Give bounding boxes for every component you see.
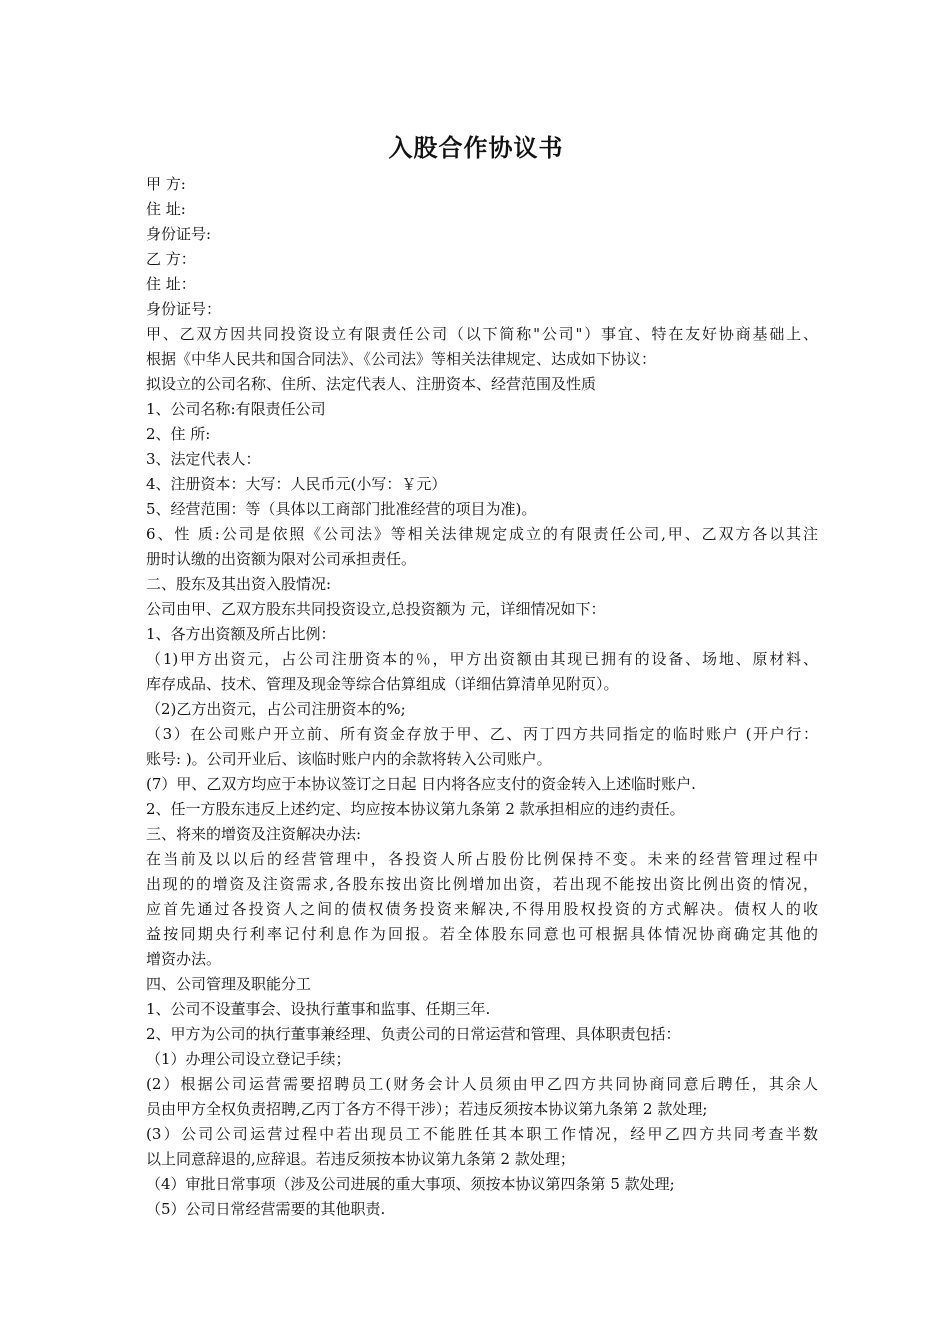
document-line: 三、将来的增资及注资解决办法: [146, 825, 362, 843]
document-line: 4、注册资本：大写：人民币元(小写：￥元） [146, 475, 447, 493]
document-line: （4）审批日常事项（涉及公司进展的重大事项、须按本协议第四条第 5 款处理; [146, 1175, 675, 1193]
document-line: 2、住 所: [146, 425, 211, 443]
document-line: （2)乙方出资元，占公司注册资本的%; [146, 700, 406, 718]
document-line: （1)甲方出资元，占公司注册资本的％，甲方出资额由其现已拥有的设备、场地、原材料、 [146, 650, 818, 668]
document-line: (2）根据公司运营需要招聘员工(财务会计人员须由甲乙四方共同协商同意后聘任，其余人 [146, 1075, 818, 1093]
document-line: 拟设立的公司名称、住所、法定代表人、注册资本、经营范围及性质 [146, 375, 597, 393]
document-line: 在当前及以以后的经营管理中，各投资人所占股份比例保持不变。未来的经营管理过程中 [146, 850, 818, 868]
document-line: 住 址: [146, 200, 186, 218]
document-line: 员由甲方全权负责招聘,乙丙丁各方不得干涉）；若违反须按本协议第九条第 2 款处理; [146, 1100, 708, 1118]
document-line: 身份证号： [146, 300, 222, 318]
document-line: （5）公司日常经营需要的其他职责. [146, 1200, 386, 1218]
document-line: 应首先通过各投资人之间的债权债务投资来解决,不得用股权投资的方式解决。债权人的收 [146, 900, 818, 918]
document-line: 乙 方： [146, 250, 196, 268]
document-line: 库存成品、技术、管理及现金等综合估算组成（详细估算清单见附页）。 [146, 675, 619, 693]
document-title: 入股合作协议书 [388, 134, 564, 162]
document-line: (7）甲、乙双方均应于本协议签订之日起 日内将各应支付的资金转入上述临时账户. [146, 775, 696, 793]
document-line: 四、公司管理及职能分工 [146, 975, 312, 993]
document-line: 2、任一方股东违反上述约定、均应按本协议第九条第 2 款承担相应的违约责任。 [146, 800, 685, 818]
document-line: （1）办理公司设立登记手续； [146, 1050, 351, 1068]
document-line: 6、性 质:公司是依照《公司法》等相关法律规定成立的有限责任公司,甲、乙双方各以其注 [146, 525, 818, 543]
document-line: 1、公司名称:有限责任公司 [146, 400, 326, 418]
document-line: 公司由甲、乙双方股东共同投资设立,总投资额为 元，详细情况如下： [146, 600, 606, 618]
document-line: 册时认缴的出资额为限对公司承担责任。 [146, 550, 417, 568]
document-line: 甲、乙双方因共同投资设立有限责任公司（以下简称"公司"）事宜、特在友好协商基础上、 [146, 325, 818, 343]
document-line: 5、经营范围：等（具体以工商部门批准经营的项目为准)。 [146, 500, 537, 518]
document-line: 身份证号: [146, 225, 212, 243]
document-line: 住 址： [146, 275, 196, 293]
document-line: (3）公司公司运营过程中若出现员工不能胜任其本职工作情况，经甲乙四方共同考查半数 [146, 1125, 818, 1143]
document-line: 益按同期央行利率记付利息作为回报。若全体股东同意也可根据具体情况协商确定其他的 [146, 925, 818, 943]
document-line: 甲 方: [146, 175, 186, 193]
document-line: 以上同意辞退的,应辞退。若违反须按本协议第九条第 2 款处理； [146, 1150, 575, 1168]
document-line: 1、各方出资额及所占比例： [146, 625, 336, 643]
document-line: 二、股东及其出资入股情况: [146, 575, 332, 593]
document-body [146, 172, 818, 1222]
document-line: 3、法定代表人： [146, 450, 261, 468]
document-line: 1、公司不设董事会、设执行董事和监事、任期三年. [146, 1000, 491, 1018]
document-line: 根据《中华人民共和国合同法》、《公司法》等相关法律规定、达成如下协议： [146, 350, 657, 368]
document-line: （3）在公司账户开立前、所有资金存放于甲、乙、丙丁四方共同指定的临时账户 (开户行： [146, 725, 818, 743]
document-line: 增资办法。 [146, 950, 222, 968]
document-line: 出现的的增资及注资需求,各股东按出资比例增加出资，若出现不能按出资比例出资的情况， [146, 875, 818, 893]
document-line: 2、甲方为公司的执行董事兼经理、负责公司的日常运营和管理、具体职责包括： [146, 1025, 681, 1043]
document-line: 账号: )。公司开业后、该临时账户内的余款将转入公司账户。 [146, 750, 552, 768]
